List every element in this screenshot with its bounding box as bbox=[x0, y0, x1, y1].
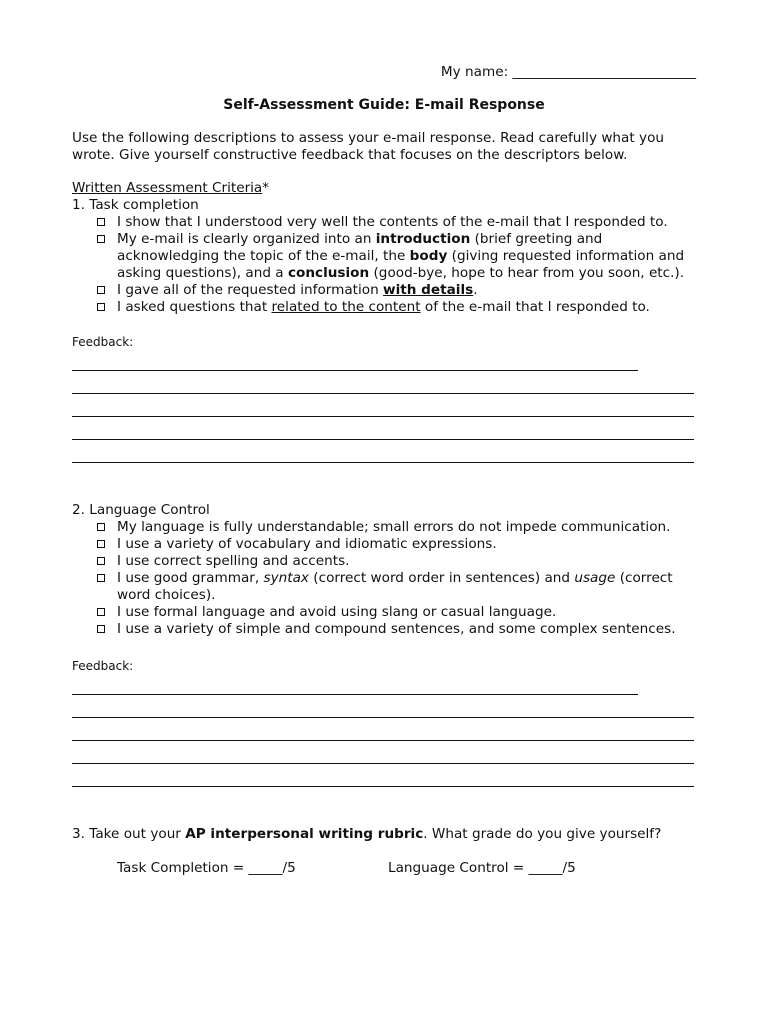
list-item[interactable]: I use good grammar, syntax (correct word order in sentences) and usage (correct word choices). bbox=[96, 570, 706, 604]
page-title: Self-Assessment Guide: E-mail Response bbox=[223, 97, 545, 113]
section2-checklist bbox=[96, 519, 706, 638]
feedback-line[interactable] bbox=[72, 370, 638, 371]
feedback-line[interactable] bbox=[72, 416, 694, 417]
list-item[interactable]: I use a variety of simple and compound sentences, and some complex sentences. bbox=[96, 621, 706, 638]
checkbox-icon[interactable] bbox=[97, 625, 105, 633]
feedback-label: Feedback: bbox=[72, 659, 134, 673]
task-completion-score[interactable]: Task Completion = _____/5 bbox=[117, 860, 296, 876]
criteria-heading-text: Written Assessment Criteria bbox=[72, 180, 263, 196]
list-item[interactable]: I use formal language and avoid using slang or casual language. bbox=[96, 604, 706, 621]
feedback-line[interactable] bbox=[72, 694, 638, 695]
checkbox-icon[interactable] bbox=[97, 286, 105, 294]
list-item[interactable]: I gave all of the requested information with details. bbox=[96, 282, 706, 299]
list-item[interactable]: I use correct spelling and accents. bbox=[96, 553, 706, 570]
criteria-asterisk: * bbox=[262, 180, 270, 196]
section2-heading: 2. Language Control bbox=[72, 502, 210, 518]
feedback-line[interactable] bbox=[72, 786, 694, 787]
checkbox-icon[interactable] bbox=[97, 574, 105, 582]
feedback-line[interactable] bbox=[72, 717, 694, 718]
list-item[interactable]: I show that I understood very well the contents of the e-mail that I responded to. bbox=[96, 214, 706, 231]
intro-paragraph: Use the following descriptions to assess your e-mail response. Read carefully what you wrote. Give yourself constructive feedback that focuses on the descriptors below. bbox=[72, 130, 665, 163]
checkbox-icon[interactable] bbox=[97, 608, 105, 616]
checkbox-icon[interactable] bbox=[97, 523, 105, 531]
feedback-label: Feedback: bbox=[72, 335, 134, 349]
checkbox-icon[interactable] bbox=[97, 218, 105, 226]
name-label: My name: bbox=[440, 64, 509, 80]
checkbox-icon[interactable] bbox=[97, 235, 105, 243]
name-blank[interactable]: ___________________________ bbox=[512, 64, 696, 80]
checkbox-icon[interactable] bbox=[97, 540, 105, 548]
feedback-line[interactable] bbox=[72, 763, 694, 764]
list-item[interactable]: My e-mail is clearly organized into an introduction (brief greeting and acknowledging the topic of the e-mail, the body (giving requested information and asking questions), and a conclusion (good-bye, hope to hear from you soon, etc.). bbox=[96, 231, 706, 282]
name-line[interactable] bbox=[441, 64, 696, 81]
feedback-line[interactable] bbox=[72, 393, 694, 394]
language-control-score[interactable]: Language Control = _____/5 bbox=[388, 860, 576, 876]
list-item[interactable]: I use a variety of vocabulary and idiomatic expressions. bbox=[96, 536, 706, 553]
section1-checklist bbox=[96, 214, 706, 316]
feedback-line[interactable] bbox=[72, 740, 694, 741]
list-item[interactable]: I asked questions that related to the content of the e-mail that I responded to. bbox=[96, 299, 706, 316]
checkbox-icon[interactable] bbox=[97, 303, 105, 311]
checkbox-icon[interactable] bbox=[97, 557, 105, 565]
feedback-line[interactable] bbox=[72, 462, 694, 463]
criteria-heading bbox=[72, 180, 269, 197]
section3-question: 3. Take out your AP interpersonal writing rubric. What grade do you give yourself? bbox=[72, 826, 662, 842]
list-item[interactable]: My language is fully understandable; small errors do not impede communication. bbox=[96, 519, 706, 536]
feedback-line[interactable] bbox=[72, 439, 694, 440]
section1-heading: 1. Task completion bbox=[72, 197, 199, 213]
